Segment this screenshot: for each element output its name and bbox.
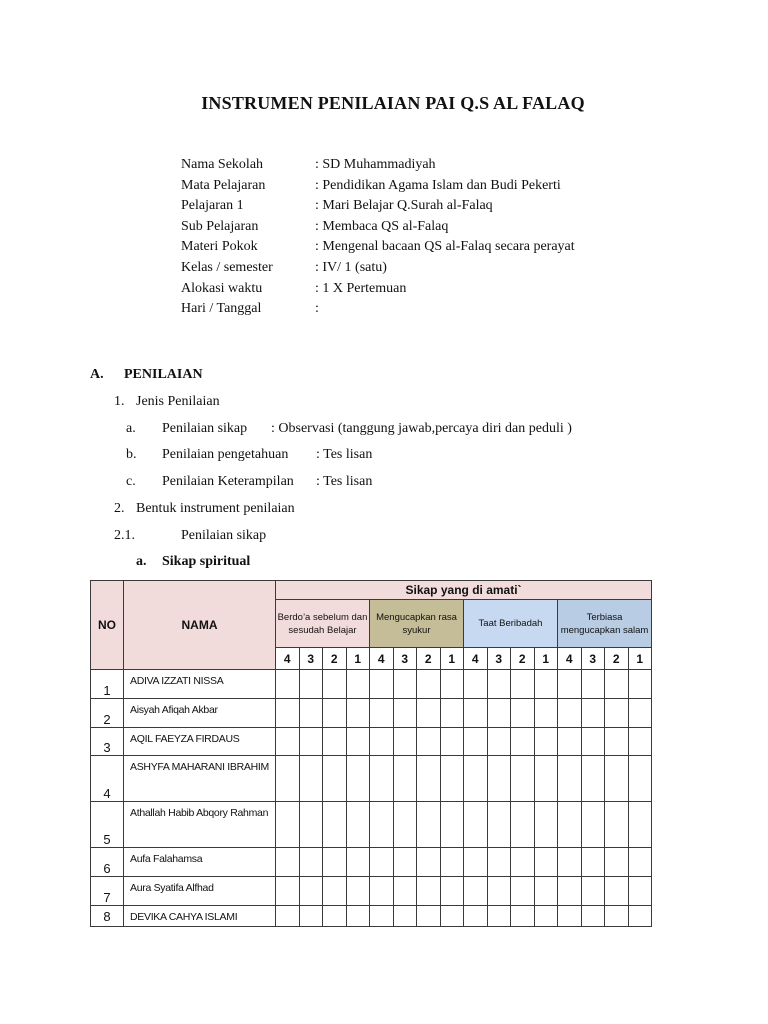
score-cell[interactable] (417, 699, 441, 728)
score-cell[interactable] (440, 699, 464, 728)
score-cell[interactable] (511, 728, 535, 756)
sub-label: Penilaian pengetahuan (162, 447, 289, 462)
score-cell[interactable] (558, 906, 582, 927)
item-text: Jenis Penilaian (136, 394, 220, 409)
info-value: : Membaca QS al-Falaq (315, 218, 449, 234)
score-cell[interactable] (628, 906, 652, 927)
score-cell[interactable] (440, 728, 464, 756)
table-row (91, 670, 652, 699)
score-cell[interactable] (534, 802, 558, 848)
score-cell[interactable] (393, 906, 417, 927)
info-label: Pelajaran 1 (181, 198, 244, 214)
score-cell[interactable] (299, 906, 323, 927)
info-label: Alokasi waktu (181, 280, 263, 296)
item-text: Bentuk instrument penilaian (136, 501, 295, 516)
score-cell[interactable] (534, 906, 558, 927)
score-cell[interactable] (323, 877, 347, 906)
score-cell[interactable] (605, 670, 629, 699)
item-number: 1. (114, 394, 125, 409)
score-cell[interactable] (605, 756, 629, 802)
score-cell[interactable] (511, 699, 535, 728)
score-cell[interactable] (487, 802, 511, 848)
score-cell[interactable] (558, 756, 582, 802)
info-value: : (315, 301, 319, 317)
info-row (181, 176, 575, 197)
score-cell[interactable] (370, 756, 394, 802)
score-cell[interactable] (628, 756, 652, 802)
score-cell[interactable] (464, 670, 488, 699)
score-cell[interactable] (323, 756, 347, 802)
info-label: Materi Pokok (181, 239, 258, 255)
score-cell[interactable] (393, 728, 417, 756)
row-number: 1 (91, 670, 124, 699)
row-number: 6 (91, 848, 124, 877)
score-cell[interactable] (346, 906, 370, 927)
score-cell[interactable] (417, 802, 441, 848)
score-cell[interactable] (346, 848, 370, 877)
item-number: 2.1. (114, 528, 135, 543)
score-cell[interactable] (276, 802, 300, 848)
score-cell[interactable] (628, 877, 652, 906)
score-cell[interactable] (299, 728, 323, 756)
score-cell[interactable] (581, 728, 605, 756)
score-cell[interactable] (370, 699, 394, 728)
score-cell[interactable] (440, 756, 464, 802)
score-cell[interactable] (605, 906, 629, 927)
row-number: 4 (91, 756, 124, 802)
score-cell[interactable] (299, 756, 323, 802)
table-row (91, 877, 652, 906)
score-cell[interactable] (534, 848, 558, 877)
score-cell[interactable] (628, 848, 652, 877)
score-cell[interactable] (323, 670, 347, 699)
score-cell[interactable] (370, 802, 394, 848)
score-cell[interactable] (581, 802, 605, 848)
header-sikap: Sikap yang di amati` (276, 581, 652, 600)
score-cell[interactable] (417, 670, 441, 699)
score-cell[interactable] (299, 699, 323, 728)
score-cell[interactable] (440, 906, 464, 927)
score-header: 3 (581, 648, 605, 670)
assessment-table (90, 580, 652, 927)
table-row (91, 728, 652, 756)
score-cell[interactable] (393, 670, 417, 699)
score-header: 3 (299, 648, 323, 670)
info-value: : Pendidikan Agama Islam dan Budi Pekerti (315, 177, 561, 193)
score-cell[interactable] (464, 728, 488, 756)
info-label: Sub Pelajaran (181, 218, 259, 234)
score-cell[interactable] (417, 728, 441, 756)
score-header: 4 (464, 648, 488, 670)
info-row (181, 299, 575, 320)
row-number: 7 (91, 877, 124, 906)
info-label: Nama Sekolah (181, 157, 264, 172)
sub-value: : Tes lisan (316, 447, 373, 462)
header-group: Berdo’a sebelum dan sesudah Belajar (276, 600, 370, 648)
score-header: 2 (323, 648, 347, 670)
info-row (181, 279, 575, 300)
score-cell[interactable] (299, 848, 323, 877)
subhead-text: Sikap spiritual (162, 554, 251, 569)
score-cell[interactable] (393, 699, 417, 728)
item-text: Penilaian sikap (181, 528, 267, 543)
table-row (91, 699, 652, 728)
info-label: Hari / Tanggal (181, 301, 262, 317)
score-header: 2 (417, 648, 441, 670)
score-cell[interactable] (628, 728, 652, 756)
row-number: 3 (91, 728, 124, 756)
score-cell[interactable] (276, 728, 300, 756)
student-name: ASHYFA MAHARANI IBRAHIM (124, 756, 276, 802)
score-cell[interactable] (440, 670, 464, 699)
score-cell[interactable] (323, 728, 347, 756)
score-cell[interactable] (581, 699, 605, 728)
score-cell[interactable] (393, 756, 417, 802)
info-row (181, 217, 575, 238)
score-cell[interactable] (534, 728, 558, 756)
score-cell[interactable] (346, 877, 370, 906)
identity-block (181, 155, 575, 320)
score-cell[interactable] (628, 802, 652, 848)
table-row (91, 802, 652, 848)
score-cell[interactable] (276, 670, 300, 699)
score-cell[interactable] (605, 699, 629, 728)
score-cell[interactable] (558, 699, 582, 728)
table-row (91, 848, 652, 877)
score-cell[interactable] (440, 802, 464, 848)
score-cell[interactable] (581, 670, 605, 699)
score-cell[interactable] (323, 906, 347, 927)
score-cell[interactable] (440, 848, 464, 877)
score-cell[interactable] (487, 699, 511, 728)
row-number: 8 (91, 906, 124, 927)
score-header: 1 (346, 648, 370, 670)
score-cell[interactable] (276, 848, 300, 877)
score-cell[interactable] (276, 906, 300, 927)
score-cell[interactable] (346, 699, 370, 728)
info-label: Kelas / semester (181, 259, 273, 275)
sub-letter: c. (126, 474, 136, 489)
score-cell[interactable] (417, 848, 441, 877)
sub-label: Penilaian sikap (162, 421, 248, 436)
score-cell[interactable] (511, 906, 535, 927)
student-name: DEVIKA CAHYA ISLAMI (124, 906, 276, 927)
score-cell[interactable] (393, 848, 417, 877)
score-cell[interactable] (464, 906, 488, 927)
sub-letter: b. (126, 447, 137, 462)
score-cell[interactable] (534, 877, 558, 906)
header-group: Mengucapkan rasa syukur (370, 600, 464, 648)
table-row (91, 906, 652, 927)
info-value: : 1 X Pertemuan (315, 280, 407, 296)
row-number: 2 (91, 699, 124, 728)
score-cell[interactable] (370, 670, 394, 699)
score-cell[interactable] (487, 728, 511, 756)
header-nama: NAMA (124, 581, 276, 670)
score-header: 3 (487, 648, 511, 670)
score-cell[interactable] (323, 699, 347, 728)
score-cell[interactable] (605, 802, 629, 848)
score-cell[interactable] (558, 670, 582, 699)
score-cell[interactable] (346, 802, 370, 848)
section-heading: PENILAIAN (124, 367, 203, 382)
info-value: : Mengenal bacaan QS al-Falaq secara perayat (315, 239, 575, 255)
score-cell[interactable] (487, 848, 511, 877)
score-cell[interactable] (628, 699, 652, 728)
score-cell[interactable] (628, 670, 652, 699)
score-header: 1 (628, 648, 652, 670)
score-header: 3 (393, 648, 417, 670)
score-cell[interactable] (323, 848, 347, 877)
info-value: : Mari Belajar Q.Surah al-Falaq (315, 198, 493, 214)
score-cell[interactable] (605, 848, 629, 877)
score-header: 1 (440, 648, 464, 670)
score-cell[interactable] (276, 756, 300, 802)
score-cell[interactable] (299, 670, 323, 699)
score-cell[interactable] (558, 802, 582, 848)
sub-value: : Tes lisan (316, 474, 373, 489)
score-cell[interactable] (346, 756, 370, 802)
score-header: 2 (511, 648, 535, 670)
score-cell[interactable] (558, 728, 582, 756)
info-value: : SD Muhammadiyah (315, 157, 436, 172)
score-cell[interactable] (464, 756, 488, 802)
student-name: Aura Syatifa Alfhad (124, 877, 276, 906)
score-header: 4 (558, 648, 582, 670)
score-cell[interactable] (581, 877, 605, 906)
sub-label: Penilaian Keterampilan (162, 474, 294, 489)
score-cell[interactable] (464, 699, 488, 728)
score-header: 2 (605, 648, 629, 670)
score-cell[interactable] (581, 848, 605, 877)
score-header: 1 (534, 648, 558, 670)
row-number: 5 (91, 802, 124, 848)
score-cell[interactable] (393, 802, 417, 848)
score-cell[interactable] (299, 877, 323, 906)
score-cell[interactable] (440, 877, 464, 906)
score-cell[interactable] (393, 877, 417, 906)
score-cell[interactable] (511, 756, 535, 802)
table-row (91, 756, 652, 802)
score-cell[interactable] (323, 802, 347, 848)
student-name: AQIL FAEYZA FIRDAUS (124, 728, 276, 756)
header-group: Taat Beribadah (464, 600, 558, 648)
score-header: 4 (276, 648, 300, 670)
score-cell[interactable] (558, 848, 582, 877)
score-cell[interactable] (417, 756, 441, 802)
score-cell[interactable] (417, 877, 441, 906)
score-header: 4 (370, 648, 394, 670)
score-cell[interactable] (534, 699, 558, 728)
info-label: Mata Pelajaran (181, 177, 266, 193)
score-cell[interactable] (581, 756, 605, 802)
score-cell[interactable] (370, 906, 394, 927)
score-cell[interactable] (346, 728, 370, 756)
score-cell[interactable] (299, 802, 323, 848)
info-row (181, 258, 575, 279)
score-cell[interactable] (464, 802, 488, 848)
header-group: Terbiasa mengucapkan salam (558, 600, 652, 648)
score-cell[interactable] (511, 877, 535, 906)
score-cell[interactable] (417, 906, 441, 927)
sub-letter: a. (126, 421, 136, 436)
info-row (181, 237, 575, 258)
score-cell[interactable] (605, 877, 629, 906)
score-cell[interactable] (511, 670, 535, 699)
score-cell[interactable] (464, 877, 488, 906)
score-cell[interactable] (534, 670, 558, 699)
score-cell[interactable] (511, 802, 535, 848)
score-cell[interactable] (511, 848, 535, 877)
info-value: : IV/ 1 (satu) (315, 259, 387, 275)
info-row (181, 196, 575, 217)
score-cell[interactable] (370, 728, 394, 756)
score-cell[interactable] (487, 756, 511, 802)
score-cell[interactable] (487, 877, 511, 906)
student-name: Athallah Habib Abqory Rahman (124, 802, 276, 848)
sub-value: : Observasi (tanggung jawab,percaya diri dan peduli ) (271, 421, 572, 436)
score-cell[interactable] (605, 728, 629, 756)
score-cell[interactable] (276, 877, 300, 906)
score-cell[interactable] (370, 848, 394, 877)
student-name: Aufa Falahamsa (124, 848, 276, 877)
score-cell[interactable] (534, 756, 558, 802)
info-row (181, 155, 575, 176)
score-cell[interactable] (464, 848, 488, 877)
score-cell[interactable] (487, 670, 511, 699)
student-name: ADIVA IZZATI NISSA (124, 670, 276, 699)
subhead-letter: a. (136, 554, 147, 569)
student-name: Aisyah Afiqah Akbar (124, 699, 276, 728)
score-cell[interactable] (370, 877, 394, 906)
score-cell[interactable] (346, 670, 370, 699)
item-number: 2. (114, 501, 125, 516)
score-cell[interactable] (581, 906, 605, 927)
score-cell[interactable] (558, 877, 582, 906)
document-title: INSTRUMEN PENILAIAN PAI Q.S AL FALAQ (201, 93, 585, 113)
score-cell[interactable] (487, 906, 511, 927)
header-no: NO (91, 581, 124, 670)
score-cell[interactable] (276, 699, 300, 728)
section-letter: A. (90, 367, 104, 382)
